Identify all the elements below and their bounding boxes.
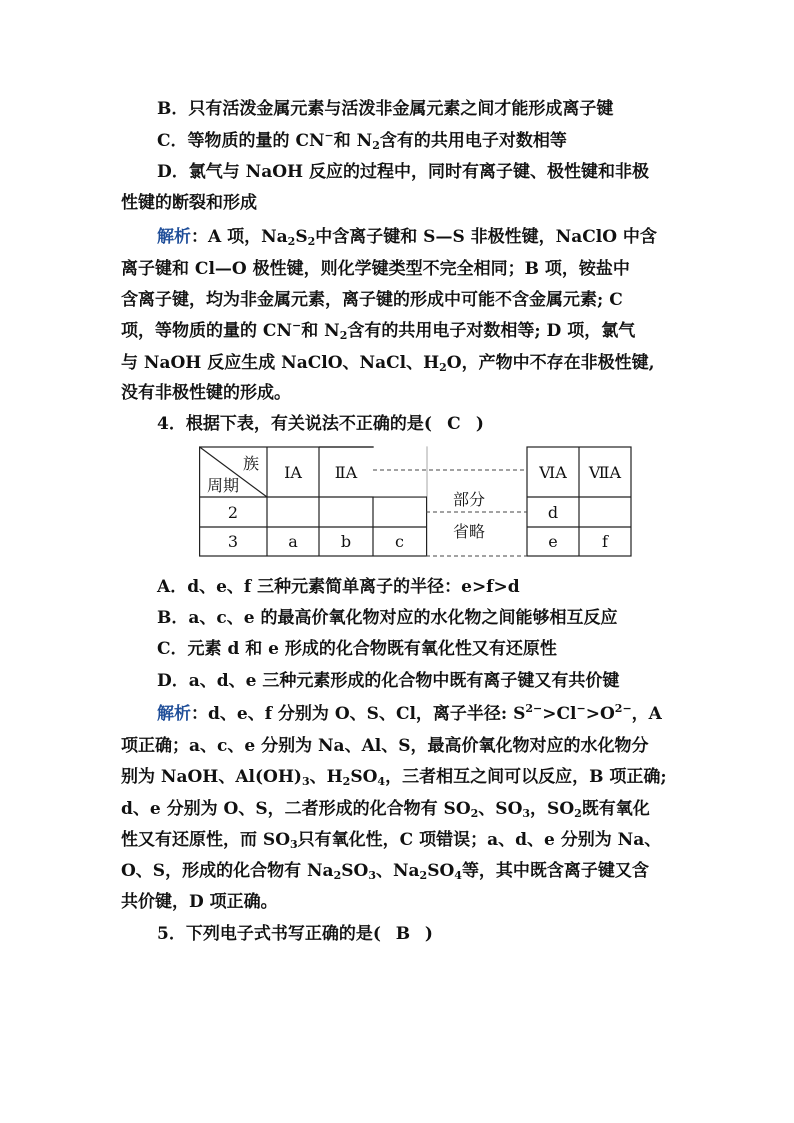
group-2a: ⅡA (334, 463, 358, 482)
q3-option-b: B．只有活泼金属元素与活泼非金属元素之间才能形成离子键 (157, 99, 614, 119)
q4-analysis-line2: 项正确；a、c、e 分别为 Na、Al、S，最高价氧化物对应的水化物分 (121, 736, 649, 756)
q3-analysis-line1: 解析：A 项，$Na_2S_2$中含离子键和 S—S 非极性键，NaClO 中含 (157, 227, 657, 248)
q4-analysis-line4: d、e 分别为 O、S，二者形成的化合物有 $SO_2$、$SO_3$，$SO_2$既有氧化 (121, 799, 650, 820)
q4-option-a: A．d、e、f 三种元素简单离子的半径：e>f>d (157, 577, 520, 597)
element-e: e (548, 532, 558, 551)
q3-analysis-line5: 与 NaOH 反应生成 NaClO、NaCl、$H_2O$，产物中不存在非极性键, (121, 353, 655, 374)
q4-analysis-line1: 解析：d、e、f 分别为 O、S、Cl，离子半径: $S^{2-}>Cl^->O^{2-}$，A (157, 702, 662, 724)
q4-analysis-line5: 性又有还原性，而 $SO_3$只有氧化性，C 项错误；a、d、e 分别为 Na、 (121, 830, 662, 851)
q5-answer: B (395, 924, 411, 944)
group-1a: ⅠA (284, 463, 302, 482)
q3-option-d-line1: D．氯气与 NaOH 反应的过程中，同时有离子键、极性键和非极 (157, 162, 650, 182)
q3-analysis-line4: 项，等物质的量的 CN−和 $N_2$含有的共用电子对数相等; D 项，氯气 (121, 319, 636, 342)
analysis-label: 解析 (157, 227, 191, 247)
periodic-table-excerpt (199, 445, 634, 558)
header-period-label: 周期 (206, 476, 239, 495)
q4-option-d: D．a、d、e 三种元素形成的化合物中既有离子键又有共价键 (157, 671, 620, 691)
q5-stem: 5．下列电子式书写正确的是( B ) (157, 924, 433, 944)
q4-answer: C (447, 414, 461, 434)
group-6a: ⅥA (539, 463, 567, 482)
q3-analysis-line3: 含离子键，均为非金属元素，离子键的形成中可能不含金属元素; C (121, 290, 623, 310)
header-group-label: 族 (242, 454, 259, 473)
q4-analysis-line7: 共价键，D 项正确。 (121, 892, 278, 912)
q4-option-b: B．a、c、e 的最高价氧化物对应的水化物之间能够相互反应 (157, 608, 618, 628)
q3-analysis-line6: 没有非极性键的形成。 (121, 383, 291, 403)
q3-option-d-line2: 性键的断裂和形成 (121, 193, 257, 213)
element-c: c (395, 532, 404, 551)
element-a: a (288, 532, 298, 551)
element-b: b (340, 532, 352, 551)
period-2: 2 (227, 503, 239, 522)
q3-analysis-line2: 离子键和 Cl—O 极性键，则化学键类型不完全相同；B 项，铵盐中 (121, 259, 630, 279)
q4-stem: 4．根据下表，有关说法不正确的是( C ) (157, 414, 484, 434)
omitted-label-bottom: 省略 (452, 522, 485, 541)
element-d: d (547, 503, 559, 522)
group-7a: ⅦA (588, 463, 622, 482)
element-f: f (602, 532, 608, 551)
period-3: 3 (227, 532, 239, 551)
q3-option-c: C．等物质的量的 CN−和 $N_2$含有的共用电子对数相等 (157, 129, 567, 152)
analysis-label: 解析 (157, 704, 191, 724)
q4-analysis-line3: 别为 NaOH、$Al(OH)_3$、$H_2SO_4$，三者相互之间可以反应，B 项正确; (121, 767, 667, 788)
omitted-label-top: 部分 (452, 490, 485, 509)
q4-option-c: C．元素 d 和 e 形成的化合物既有氧化性又有还原性 (157, 639, 557, 659)
q4-analysis-line6: O、S，形成的化合物有 $Na_2SO_3$、$Na_2SO_4$等，其中既含离子键又含 (121, 861, 649, 882)
